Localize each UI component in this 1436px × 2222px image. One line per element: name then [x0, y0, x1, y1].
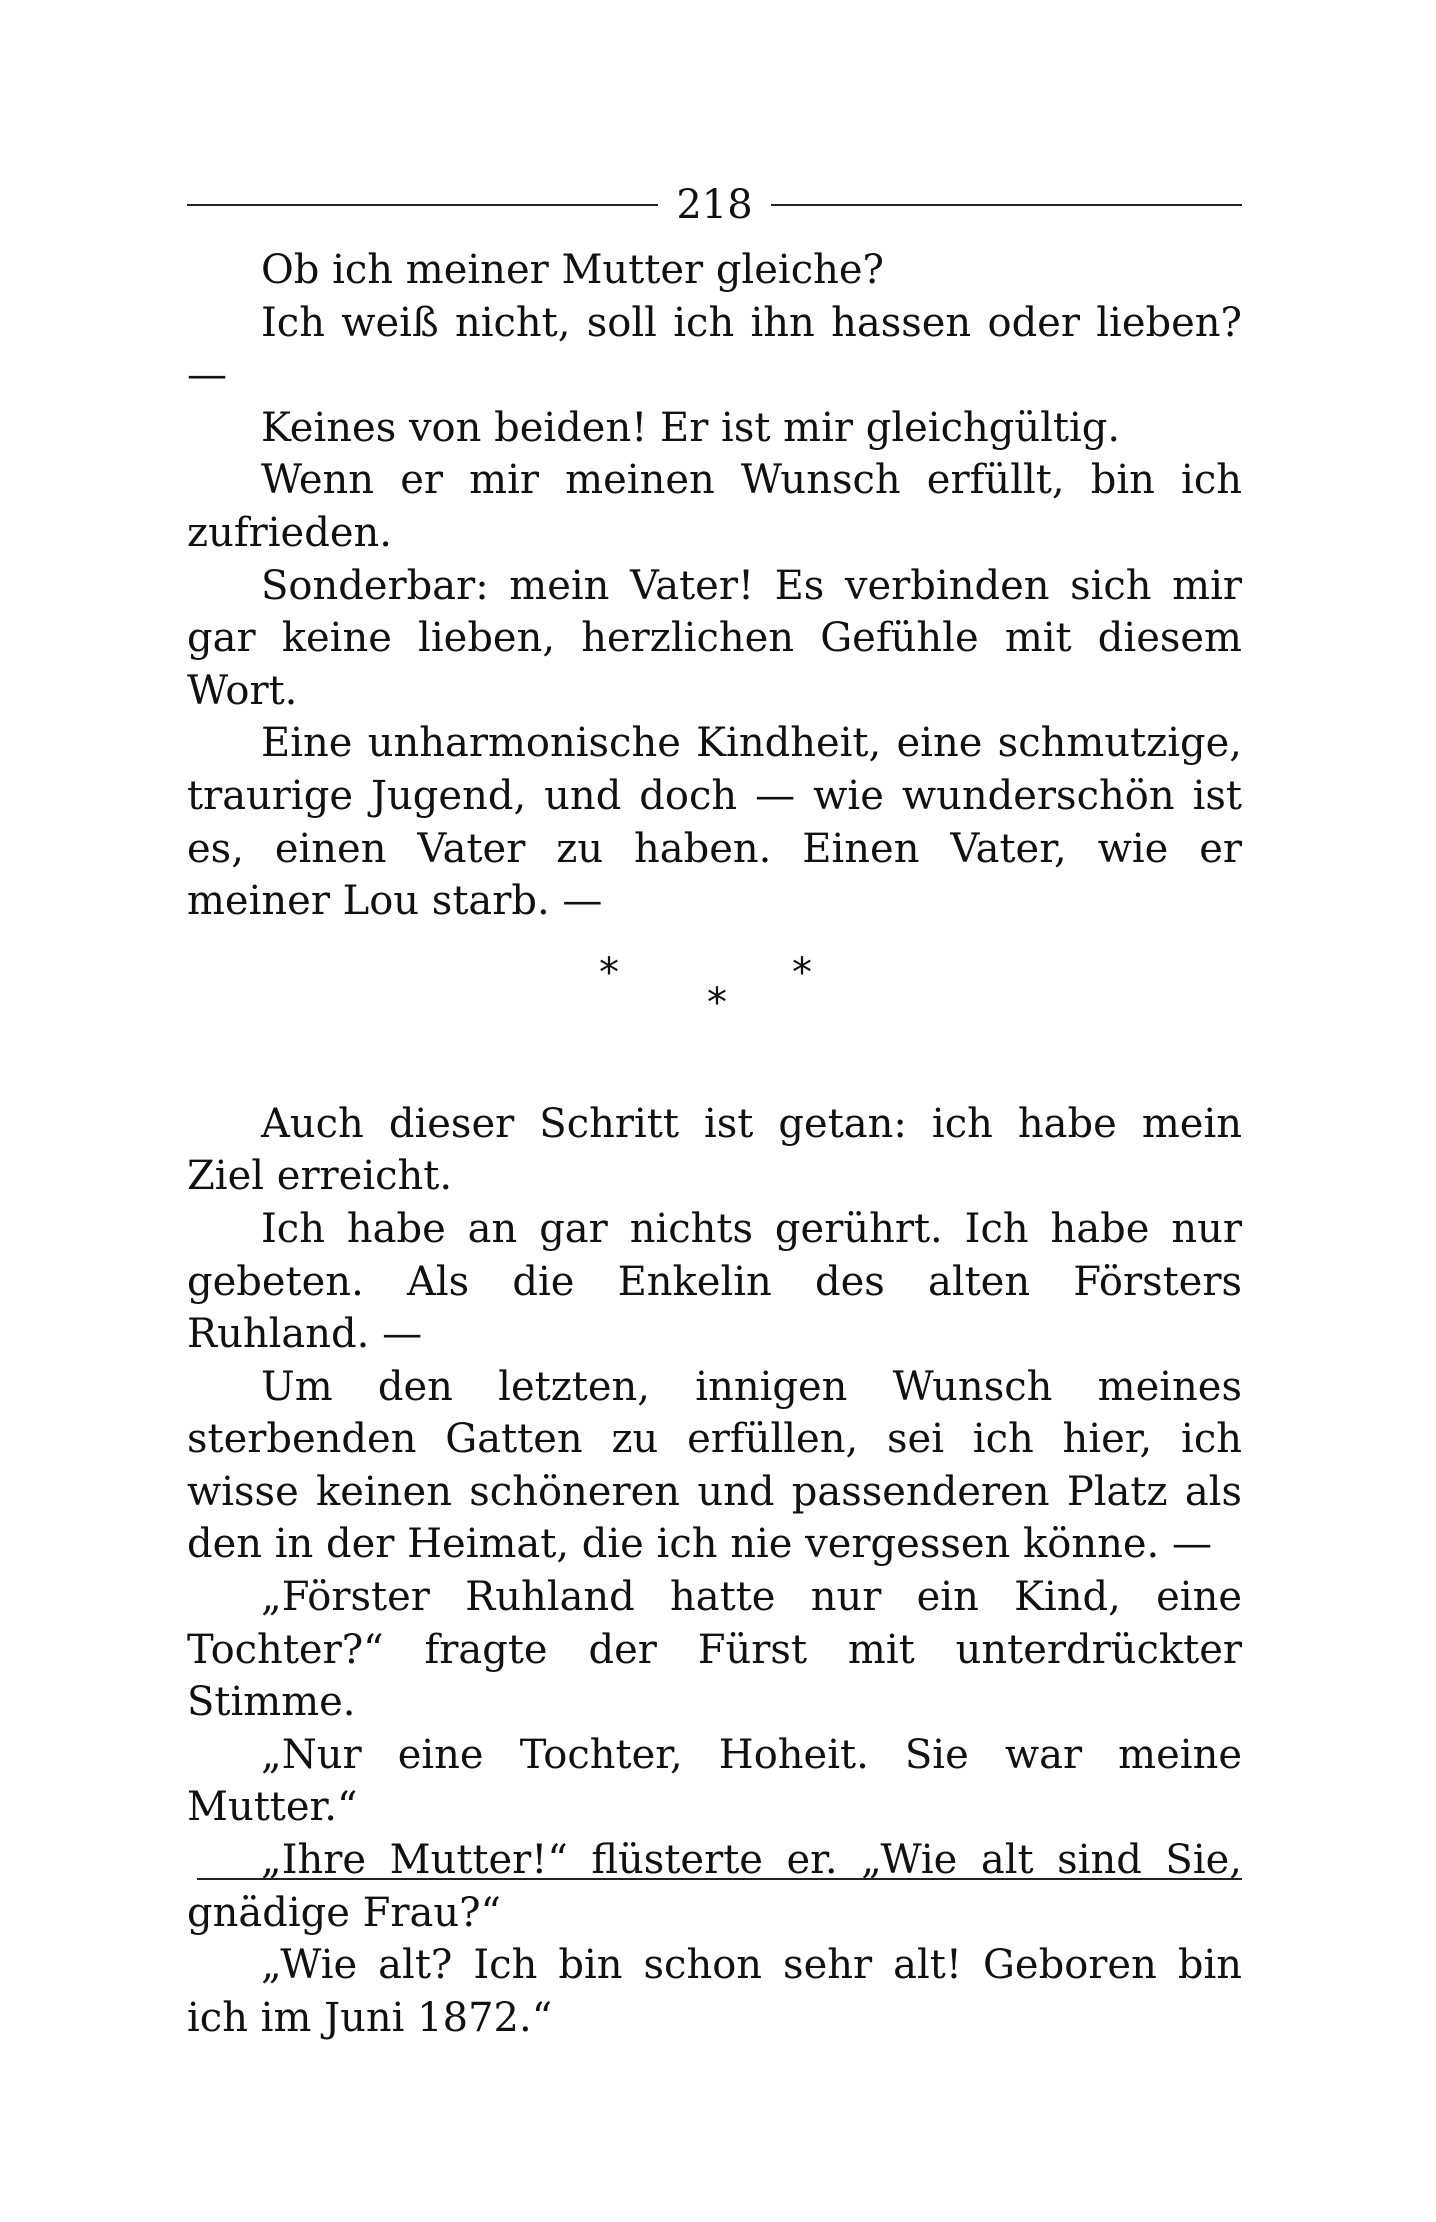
paragraph: Ich habe an gar nichts gerührt. Ich habe nur gebeten. Als die Enkelin des alten Försters Ruhland. — [187, 1205, 1242, 1358]
paragraph: Ob ich meiner Mutter gleiche? [261, 247, 884, 293]
page-header [187, 170, 1242, 240]
asterisk-bottom: * [707, 979, 727, 1026]
paragraph: Keines von beiden! Er ist mir gleichgültig. [261, 404, 1121, 451]
paragraph: Eine unharmonische Kindheit, eine schmutzige, traurige Jugend, und doch — wie wunderschön ist es, einen Vater zu haben. Einen Vater, wie er meiner Lou starb. — [187, 720, 1242, 925]
asterisk-right: * [792, 949, 812, 996]
header-rule-left [187, 204, 658, 206]
section-separator [187, 928, 1242, 1098]
book-page [187, 170, 1242, 2044]
paragraph: Um den letzten, innigen Wunsch meines sterbenden Gatten zu erfüllen, sei ich hier, ich wisse keinen schöneren und passenderen Platz als den in der Heimat, die ich nie vergessen könne. — [187, 1363, 1242, 1568]
asterisk-left: * [599, 949, 619, 996]
paragraph: Wenn er mir meinen Wunsch erfüllt, bin ich zufrieden. [187, 457, 1242, 556]
section-1 [187, 244, 1242, 928]
paragraph: Sonderbar: mein Vater! Es verbinden sich mir gar keine lieben, herzlichen Gefühle mit diesem Wort. [187, 562, 1242, 714]
paragraph: Auch dieser Schritt ist getan: ich habe mein Ziel erreicht. [187, 1100, 1242, 1200]
footer-rule [197, 1878, 1242, 1880]
paragraph: Ich weiß nicht, soll ich ihn hassen oder lieben? — [187, 299, 1242, 399]
section-2 [187, 1098, 1242, 2045]
paragraph: „Nur eine Tochter, Hoheit. Sie war meine Mutter.“ [187, 1731, 1242, 1831]
paragraph: „Ihre Mutter!“ flüsterte er. „Wie alt sind Sie, gnädige Frau?“ [187, 1837, 1242, 1936]
paragraph: „Wie alt? Ich bin schon sehr alt! Geboren bin ich im Juni 1872.“ [187, 1942, 1242, 2041]
header-rule-right [771, 204, 1242, 206]
page-number: 218 [676, 182, 753, 228]
paragraph: „Förster Ruhland hatte nur ein Kind, eine Tochter?“ fragte der Fürst mit unterdrückter Stimme. [187, 1574, 1242, 1726]
